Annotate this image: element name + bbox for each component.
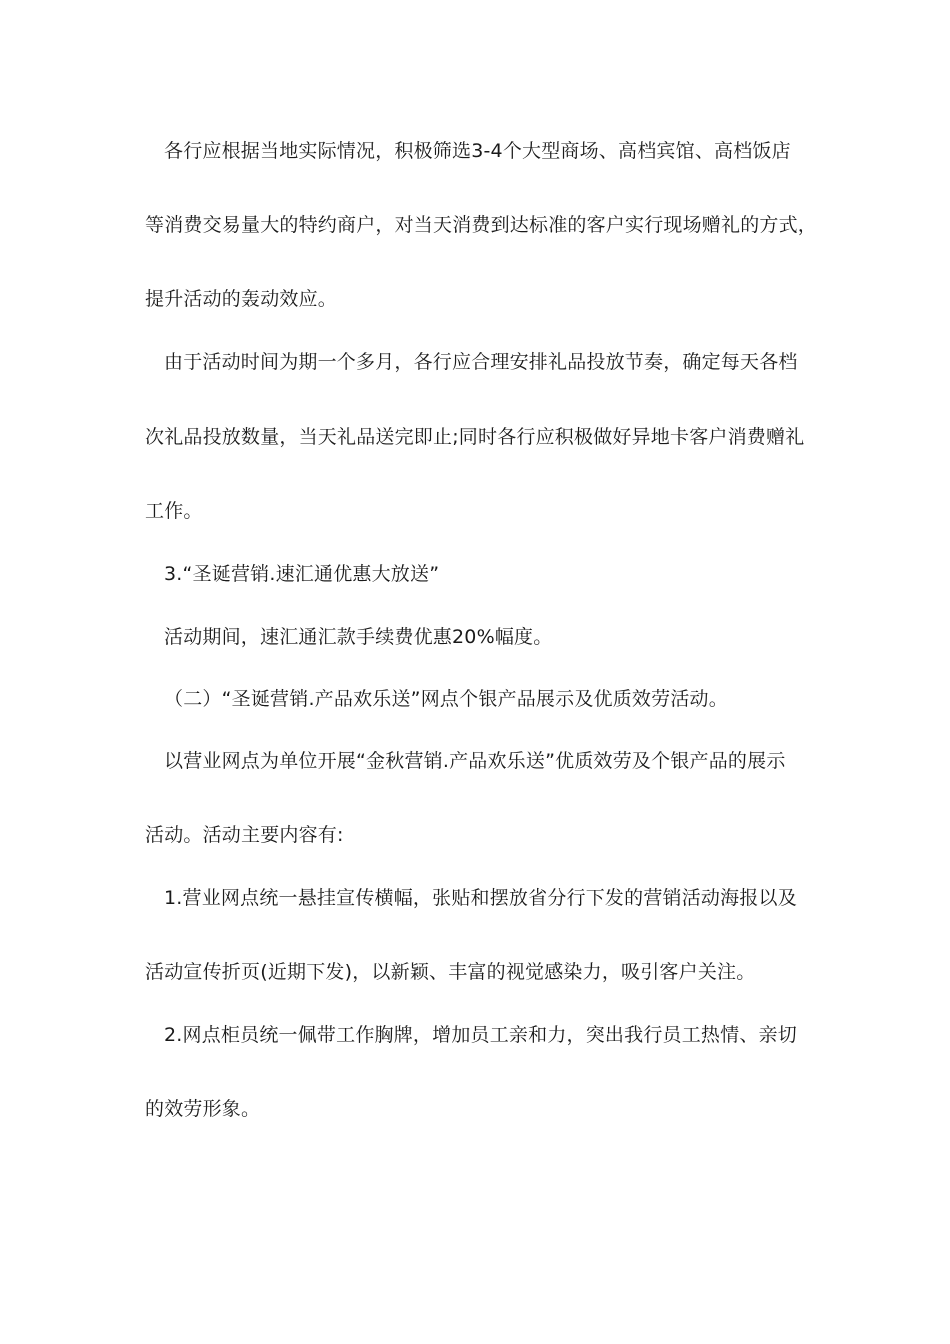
paragraph-line: 提升活动的轰动效应。 — [145, 288, 338, 310]
paragraph-line: 活动期间，速汇通汇款手续费优惠20%幅度。 — [164, 626, 553, 648]
list-item-line: 2.网点柜员统一佩带工作胸牌，增加员工亲和力，突出我行员工热情、亲切 — [164, 1024, 797, 1046]
list-item-line: 的效劳形象。 — [145, 1098, 261, 1120]
paragraph-line: 次礼品投放数量，当天礼品送完即止;同时各行应积极做好异地卡客户消费赠礼 — [145, 426, 805, 448]
paragraph-line: 等消费交易量大的特约商户，对当天消费到达标准的客户实行现场赠礼的方式， — [145, 214, 818, 236]
section-heading: （二）“圣诞营销.产品欢乐送”网点个银产品展示及优质效劳活动。 — [164, 688, 728, 710]
paragraph-line: 活动。活动主要内容有: — [145, 824, 344, 846]
section-heading: 3.“圣诞营销.速汇通优惠大放送” — [164, 563, 440, 585]
paragraph-line: 工作。 — [145, 500, 203, 522]
list-item-line: 活动宣传折页(近期下发)，以新颖、丰富的视觉感染力，吸引客户关注。 — [145, 961, 756, 983]
paragraph-line: 以营业网点为单位开展“金秋营销.产品欢乐送”优质效劳及个银产品的展示 — [164, 750, 786, 772]
list-item-line: 1.营业网点统一悬挂宣传横幅，张贴和摆放省分行下发的营销活动海报以及 — [164, 887, 797, 909]
paragraph-line: 各行应根据当地实际情况，积极筛选3-4个大型商场、高档宾馆、高档饭店 — [164, 140, 791, 162]
paragraph-line: 由于活动时间为期一个多月，各行应合理安排礼品投放节奏，确定每天各档 — [164, 351, 798, 373]
